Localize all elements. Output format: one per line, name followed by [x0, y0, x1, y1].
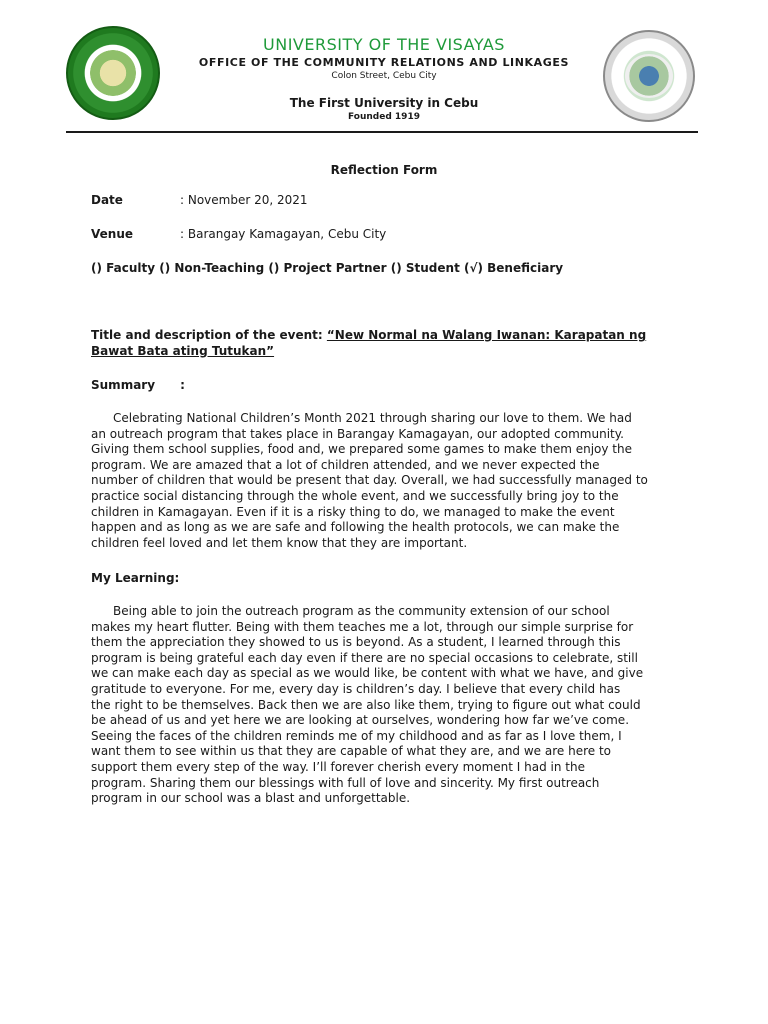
office-name: OFFICE OF THE COMMUNITY RELATIONS AND LINKAGES [198, 56, 570, 69]
summary-line: Celebrating National Children’s Month 2021 through sharing our love to them. We had [113, 411, 632, 425]
event-title-line2: Bawat Bata ating Tutukan” [91, 343, 275, 358]
summary-line: happen and as long as we are safe and following the health protocols, we can make the [91, 520, 620, 535]
learning-line: we can make each day as special as we would like, be content with what we have, and give [91, 666, 644, 681]
event-label: Title and description of the event: [91, 328, 327, 342]
header-divider [66, 131, 698, 133]
summary-label: Summary : [91, 378, 185, 392]
learning-line: the right to be themselves. Back then we are also like them, trying to figure out what could [91, 697, 641, 712]
event-title-block [91, 328, 691, 359]
learning-line: want them to see within us that they are capable of what they are, and we are here to [91, 744, 611, 759]
summary-line: an outreach program that takes place in Barangay Kamagayan, our adopted community. [91, 426, 624, 441]
role-checklist: () Faculty () Non-Teaching () Project Partner () Student (√) Beneficiary [91, 261, 564, 275]
summary-line: program. We are amazed that a lot of children attended, and we never expected the [91, 457, 600, 472]
university-name: UNIVERSITY OF THE VISAYAS [263, 35, 505, 54]
learning-line: program is being grateful each day even if there are no special occasions to celebrate, still [91, 650, 638, 665]
learning-line: Seeing the faces of the children reminds me of my childhood and as far as I love them, I [91, 728, 622, 743]
form-title: Reflection Form [330, 163, 438, 177]
learning-line: support them every step of the way. I’ll forever cherish every moment I had in the [91, 759, 585, 774]
date-label: Date [91, 193, 123, 207]
summary-line: Giving them school supplies, food and, we prepared some games to make them enjoy the [91, 442, 632, 457]
learning-line: program in our school was a blast and unforgettable. [91, 791, 411, 806]
learning-line: gratitude to everyone. For me, every day is children’s day. I believe that every child has [91, 681, 621, 696]
summary-line: children feel loved and let them know that they are important. [91, 535, 468, 550]
venue-value: : Barangay Kamagayan, Cebu City [180, 227, 387, 241]
date-value: : November 20, 2021 [180, 193, 308, 207]
event-title-line1: “New Normal na Walang Iwanan: Karapatan ng [326, 328, 647, 342]
summary-paragraph [91, 411, 691, 551]
street-address: Colon Street, Cebu City [331, 71, 437, 81]
learning-line: program. Sharing them our blessings with full of love and sincerity. My first outreach [91, 775, 600, 790]
learning-paragraph [91, 604, 691, 807]
founded-year: Founded 1919 [348, 112, 420, 122]
learning-line: makes my heart flutter. Being with them teaches me a lot, through our simple surprise for [91, 619, 634, 634]
tagline: The First University in Cebu [289, 96, 479, 110]
summary-line: children in Kamagayan. Even if it is a risky thing to do, we managed to make the event [91, 504, 615, 519]
learning-line: be ahead of us and yet here we are looking at ourselves, wondering how far we’ve come. [91, 713, 630, 728]
summary-line: number of children that would be present that day. Overall, we had successfully managed to [91, 473, 648, 488]
venue-label: Venue [91, 227, 133, 241]
learning-line: them the appreciation they showed to us is beyond. As a student, I learned through this [91, 635, 621, 650]
learning-line: Being able to join the outreach program as the community extension of our school [113, 604, 610, 618]
summary-line: practice social distancing through the whole event, and we successfully bring joy to the [91, 488, 619, 503]
learning-label: My Learning: [91, 571, 180, 585]
